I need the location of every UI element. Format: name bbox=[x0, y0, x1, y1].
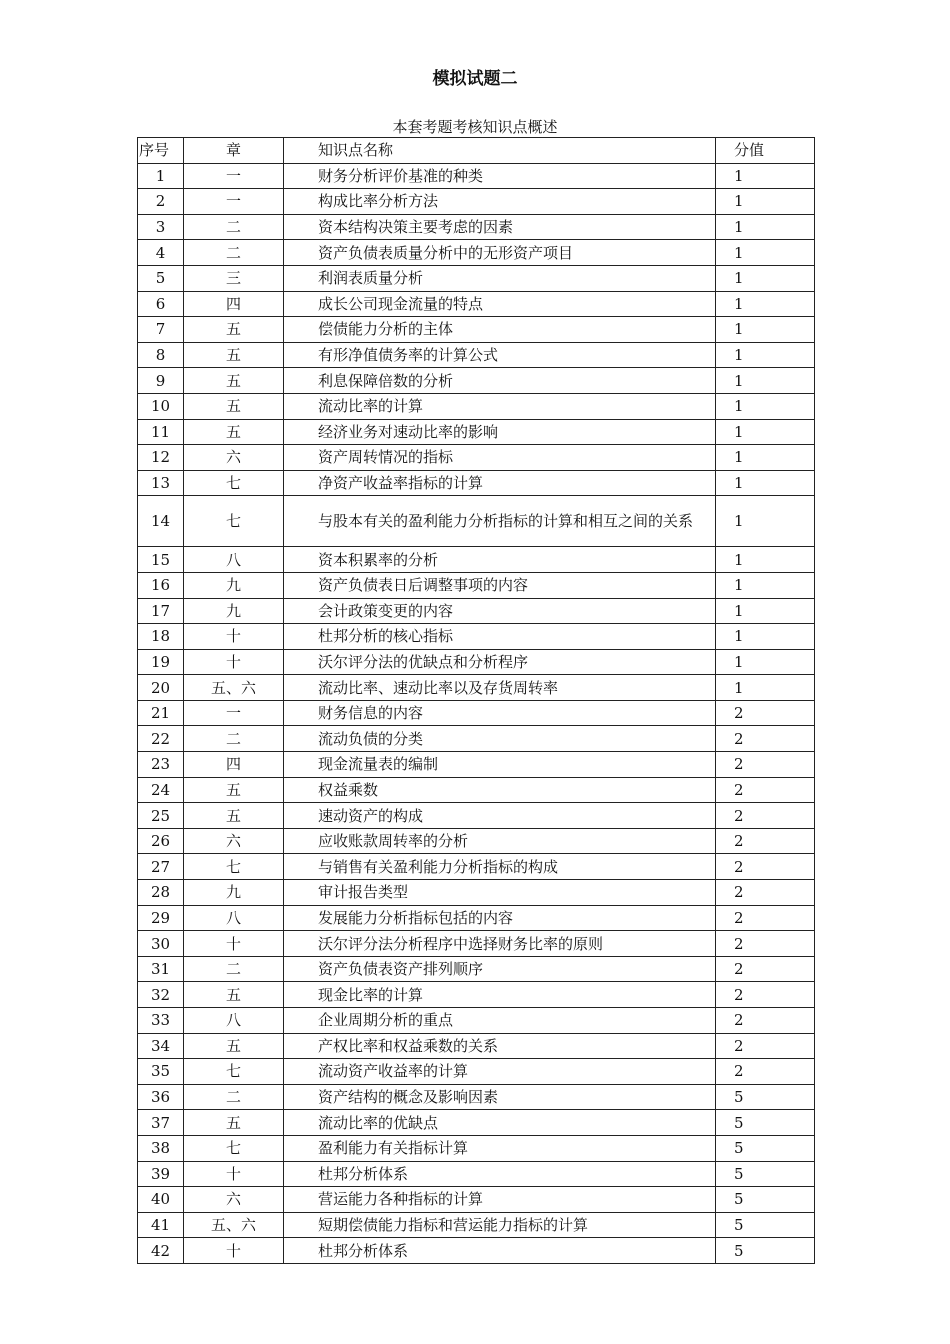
table-row bbox=[138, 572, 815, 598]
table-row bbox=[138, 547, 815, 573]
row-chapter: 三 bbox=[184, 265, 284, 291]
table-row bbox=[138, 1135, 815, 1161]
row-num: 29 bbox=[138, 905, 184, 931]
row-num: 35 bbox=[138, 1059, 184, 1085]
table-row bbox=[138, 317, 815, 343]
row-num: 4 bbox=[138, 240, 184, 266]
table-row bbox=[138, 342, 815, 368]
table-header-row bbox=[138, 138, 815, 164]
row-knowledge-point: 资产负债表资产排列顺序 bbox=[284, 956, 716, 982]
row-num: 37 bbox=[138, 1110, 184, 1136]
row-knowledge-point: 利息保障倍数的分析 bbox=[284, 368, 716, 394]
row-score: 1 bbox=[716, 214, 815, 240]
table-row bbox=[138, 931, 815, 957]
table-row bbox=[138, 265, 815, 291]
row-num: 8 bbox=[138, 342, 184, 368]
table-row bbox=[138, 752, 815, 778]
row-num: 32 bbox=[138, 982, 184, 1008]
row-num: 34 bbox=[138, 1033, 184, 1059]
row-score: 2 bbox=[716, 777, 815, 803]
row-score: 1 bbox=[716, 317, 815, 343]
row-knowledge-point: 审计报告类型 bbox=[284, 880, 716, 906]
row-num: 41 bbox=[138, 1212, 184, 1238]
row-num: 39 bbox=[138, 1161, 184, 1187]
table-row bbox=[138, 777, 815, 803]
row-score: 1 bbox=[716, 368, 815, 394]
row-knowledge-point: 杜邦分析体系 bbox=[284, 1238, 716, 1264]
row-num: 17 bbox=[138, 598, 184, 624]
row-num: 40 bbox=[138, 1187, 184, 1213]
row-knowledge-point: 现金流量表的编制 bbox=[284, 752, 716, 778]
row-chapter: 五 bbox=[184, 1110, 284, 1136]
row-chapter: 二 bbox=[184, 240, 284, 266]
row-num: 14 bbox=[138, 496, 184, 547]
row-num: 9 bbox=[138, 368, 184, 394]
row-knowledge-point: 流动比率的计算 bbox=[284, 393, 716, 419]
table-row bbox=[138, 598, 815, 624]
table-row bbox=[138, 905, 815, 931]
row-chapter: 九 bbox=[184, 598, 284, 624]
row-num: 30 bbox=[138, 931, 184, 957]
row-score: 2 bbox=[716, 982, 815, 1008]
row-knowledge-point: 财务分析评价基准的种类 bbox=[284, 163, 716, 189]
row-chapter: 一 bbox=[184, 163, 284, 189]
row-score: 1 bbox=[716, 649, 815, 675]
row-score: 2 bbox=[716, 1033, 815, 1059]
row-score: 5 bbox=[716, 1135, 815, 1161]
table-row bbox=[138, 649, 815, 675]
row-knowledge-point: 资产结构的概念及影响因素 bbox=[284, 1084, 716, 1110]
table-row bbox=[138, 1084, 815, 1110]
row-num: 3 bbox=[138, 214, 184, 240]
row-num: 31 bbox=[138, 956, 184, 982]
table-row bbox=[138, 803, 815, 829]
row-knowledge-point: 财务信息的内容 bbox=[284, 700, 716, 726]
row-score: 2 bbox=[716, 1008, 815, 1034]
row-score: 1 bbox=[716, 163, 815, 189]
row-num: 7 bbox=[138, 317, 184, 343]
row-score: 1 bbox=[716, 496, 815, 547]
row-score: 1 bbox=[716, 470, 815, 496]
header-num: 序号 bbox=[138, 138, 184, 164]
row-chapter: 五 bbox=[184, 777, 284, 803]
row-knowledge-point: 营运能力各种指标的计算 bbox=[284, 1187, 716, 1213]
row-score: 1 bbox=[716, 265, 815, 291]
row-knowledge-point: 速动资产的构成 bbox=[284, 803, 716, 829]
row-knowledge-point: 流动资产收益率的计算 bbox=[284, 1059, 716, 1085]
table-row bbox=[138, 240, 815, 266]
row-knowledge-point: 杜邦分析的核心指标 bbox=[284, 624, 716, 650]
page-title: 模拟试题二 bbox=[432, 69, 518, 89]
row-chapter: 五 bbox=[184, 419, 284, 445]
row-num: 23 bbox=[138, 752, 184, 778]
row-score: 1 bbox=[716, 189, 815, 215]
table-row bbox=[138, 1110, 815, 1136]
row-chapter: 六 bbox=[184, 1187, 284, 1213]
row-score: 2 bbox=[716, 931, 815, 957]
row-num: 1 bbox=[138, 163, 184, 189]
row-score: 2 bbox=[716, 828, 815, 854]
table-row bbox=[138, 393, 815, 419]
row-score: 2 bbox=[716, 752, 815, 778]
row-score: 1 bbox=[716, 572, 815, 598]
table-caption: 本套考题考核知识点概述 bbox=[392, 118, 558, 136]
row-knowledge-point: 资产周转情况的指标 bbox=[284, 445, 716, 471]
row-score: 1 bbox=[716, 547, 815, 573]
table-row bbox=[138, 624, 815, 650]
row-num: 28 bbox=[138, 880, 184, 906]
table-row bbox=[138, 1238, 815, 1264]
row-num: 42 bbox=[138, 1238, 184, 1264]
row-knowledge-point: 经济业务对速动比率的影响 bbox=[284, 419, 716, 445]
row-chapter: 四 bbox=[184, 752, 284, 778]
row-chapter: 七 bbox=[184, 854, 284, 880]
row-knowledge-point: 利润表质量分析 bbox=[284, 265, 716, 291]
row-num: 11 bbox=[138, 419, 184, 445]
table-row bbox=[138, 189, 815, 215]
row-chapter: 五、六 bbox=[184, 1212, 284, 1238]
row-score: 5 bbox=[716, 1084, 815, 1110]
row-score: 2 bbox=[716, 803, 815, 829]
table-row bbox=[138, 675, 815, 701]
table-row bbox=[138, 1008, 815, 1034]
row-score: 2 bbox=[716, 905, 815, 931]
row-chapter: 八 bbox=[184, 1008, 284, 1034]
row-score: 2 bbox=[716, 956, 815, 982]
table-body bbox=[138, 163, 815, 1263]
row-score: 2 bbox=[716, 854, 815, 880]
row-score: 5 bbox=[716, 1187, 815, 1213]
row-knowledge-point: 资本积累率的分析 bbox=[284, 547, 716, 573]
row-knowledge-point: 净资产收益率指标的计算 bbox=[284, 470, 716, 496]
row-score: 2 bbox=[716, 700, 815, 726]
table-row bbox=[138, 828, 815, 854]
row-knowledge-point: 盈利能力有关指标计算 bbox=[284, 1135, 716, 1161]
row-chapter: 二 bbox=[184, 726, 284, 752]
row-knowledge-point: 与股本有关的盈利能力分析指标的计算和相互之间的关系 bbox=[284, 496, 716, 547]
row-num: 20 bbox=[138, 675, 184, 701]
table-row bbox=[138, 163, 815, 189]
row-knowledge-point: 现金比率的计算 bbox=[284, 982, 716, 1008]
row-chapter: 九 bbox=[184, 880, 284, 906]
row-num: 38 bbox=[138, 1135, 184, 1161]
table-row bbox=[138, 1033, 815, 1059]
row-score: 1 bbox=[716, 624, 815, 650]
row-chapter: 五 bbox=[184, 982, 284, 1008]
row-chapter: 一 bbox=[184, 189, 284, 215]
table-row bbox=[138, 470, 815, 496]
row-knowledge-point: 应收账款周转率的分析 bbox=[284, 828, 716, 854]
row-chapter: 七 bbox=[184, 470, 284, 496]
row-num: 6 bbox=[138, 291, 184, 317]
row-chapter: 六 bbox=[184, 445, 284, 471]
row-num: 24 bbox=[138, 777, 184, 803]
row-chapter: 十 bbox=[184, 649, 284, 675]
row-num: 33 bbox=[138, 1008, 184, 1034]
row-score: 1 bbox=[716, 342, 815, 368]
row-knowledge-point: 资产负债表质量分析中的无形资产项目 bbox=[284, 240, 716, 266]
knowledge-point-table bbox=[137, 137, 815, 1264]
header-name: 知识点名称 bbox=[284, 138, 716, 164]
table-row bbox=[138, 368, 815, 394]
row-knowledge-point: 沃尔评分法的优缺点和分析程序 bbox=[284, 649, 716, 675]
row-chapter: 一 bbox=[184, 700, 284, 726]
row-knowledge-point: 成长公司现金流量的特点 bbox=[284, 291, 716, 317]
table-row bbox=[138, 956, 815, 982]
row-num: 16 bbox=[138, 572, 184, 598]
row-knowledge-point: 构成比率分析方法 bbox=[284, 189, 716, 215]
row-chapter: 五、六 bbox=[184, 675, 284, 701]
row-chapter: 七 bbox=[184, 1059, 284, 1085]
row-score: 5 bbox=[716, 1110, 815, 1136]
row-num: 26 bbox=[138, 828, 184, 854]
row-score: 1 bbox=[716, 419, 815, 445]
row-score: 5 bbox=[716, 1212, 815, 1238]
header-score: 分值 bbox=[716, 138, 815, 164]
row-knowledge-point: 短期偿债能力指标和营运能力指标的计算 bbox=[284, 1212, 716, 1238]
row-num: 19 bbox=[138, 649, 184, 675]
row-num: 21 bbox=[138, 700, 184, 726]
row-knowledge-point: 与销售有关盈利能力分析指标的构成 bbox=[284, 854, 716, 880]
row-knowledge-point: 流动比率、速动比率以及存货周转率 bbox=[284, 675, 716, 701]
table-row bbox=[138, 214, 815, 240]
table-row bbox=[138, 1161, 815, 1187]
header-chapter: 章 bbox=[184, 138, 284, 164]
row-score: 5 bbox=[716, 1161, 815, 1187]
row-chapter: 十 bbox=[184, 1238, 284, 1264]
table-row bbox=[138, 1212, 815, 1238]
row-num: 27 bbox=[138, 854, 184, 880]
row-num: 2 bbox=[138, 189, 184, 215]
row-knowledge-point: 流动负债的分类 bbox=[284, 726, 716, 752]
row-num: 25 bbox=[138, 803, 184, 829]
table-row bbox=[138, 700, 815, 726]
row-chapter: 七 bbox=[184, 496, 284, 547]
row-num: 36 bbox=[138, 1084, 184, 1110]
row-knowledge-point: 权益乘数 bbox=[284, 777, 716, 803]
row-chapter: 六 bbox=[184, 828, 284, 854]
table-row bbox=[138, 496, 815, 547]
row-score: 1 bbox=[716, 598, 815, 624]
row-score: 1 bbox=[716, 445, 815, 471]
table-row bbox=[138, 1187, 815, 1213]
row-chapter: 五 bbox=[184, 803, 284, 829]
row-chapter: 二 bbox=[184, 1084, 284, 1110]
row-score: 2 bbox=[716, 1059, 815, 1085]
row-num: 10 bbox=[138, 393, 184, 419]
row-score: 1 bbox=[716, 393, 815, 419]
table-row bbox=[138, 880, 815, 906]
row-chapter: 八 bbox=[184, 905, 284, 931]
row-score: 1 bbox=[716, 240, 815, 266]
row-knowledge-point: 资本结构决策主要考虑的因素 bbox=[284, 214, 716, 240]
row-num: 13 bbox=[138, 470, 184, 496]
row-chapter: 五 bbox=[184, 1033, 284, 1059]
table-row bbox=[138, 291, 815, 317]
row-knowledge-point: 企业周期分析的重点 bbox=[284, 1008, 716, 1034]
row-chapter: 五 bbox=[184, 368, 284, 394]
row-num: 15 bbox=[138, 547, 184, 573]
row-knowledge-point: 资产负债表日后调整事项的内容 bbox=[284, 572, 716, 598]
row-knowledge-point: 偿债能力分析的主体 bbox=[284, 317, 716, 343]
row-score: 1 bbox=[716, 291, 815, 317]
row-chapter: 十 bbox=[184, 931, 284, 957]
table-row bbox=[138, 726, 815, 752]
row-chapter: 五 bbox=[184, 393, 284, 419]
row-num: 12 bbox=[138, 445, 184, 471]
row-knowledge-point: 流动比率的优缺点 bbox=[284, 1110, 716, 1136]
row-knowledge-point: 产权比率和权益乘数的关系 bbox=[284, 1033, 716, 1059]
row-score: 2 bbox=[716, 880, 815, 906]
row-chapter: 二 bbox=[184, 956, 284, 982]
row-chapter: 二 bbox=[184, 214, 284, 240]
row-chapter: 八 bbox=[184, 547, 284, 573]
table-row bbox=[138, 419, 815, 445]
table-row bbox=[138, 982, 815, 1008]
row-score: 5 bbox=[716, 1238, 815, 1264]
row-knowledge-point: 沃尔评分法分析程序中选择财务比率的原则 bbox=[284, 931, 716, 957]
table-row bbox=[138, 1059, 815, 1085]
row-knowledge-point: 会计政策变更的内容 bbox=[284, 598, 716, 624]
row-chapter: 十 bbox=[184, 624, 284, 650]
table-row bbox=[138, 445, 815, 471]
row-num: 18 bbox=[138, 624, 184, 650]
table-row bbox=[138, 854, 815, 880]
row-num: 5 bbox=[138, 265, 184, 291]
row-chapter: 四 bbox=[184, 291, 284, 317]
row-chapter: 九 bbox=[184, 572, 284, 598]
row-num: 22 bbox=[138, 726, 184, 752]
row-knowledge-point: 杜邦分析体系 bbox=[284, 1161, 716, 1187]
row-knowledge-point: 有形净值债务率的计算公式 bbox=[284, 342, 716, 368]
row-knowledge-point: 发展能力分析指标包括的内容 bbox=[284, 905, 716, 931]
row-chapter: 七 bbox=[184, 1135, 284, 1161]
row-chapter: 五 bbox=[184, 342, 284, 368]
row-score: 1 bbox=[716, 675, 815, 701]
row-chapter: 五 bbox=[184, 317, 284, 343]
row-chapter: 十 bbox=[184, 1161, 284, 1187]
row-score: 2 bbox=[716, 726, 815, 752]
